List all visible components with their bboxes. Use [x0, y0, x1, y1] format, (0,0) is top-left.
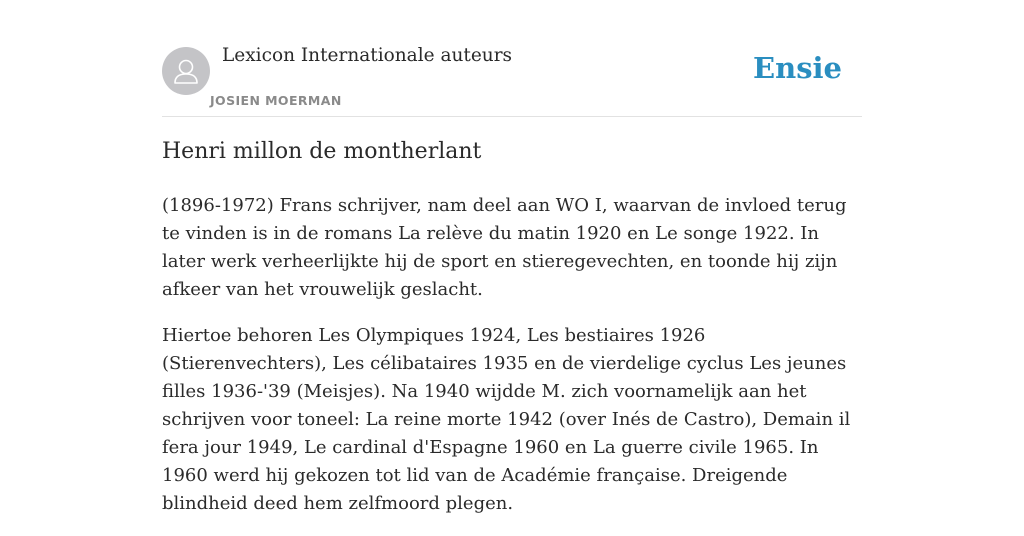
paragraph: (1896-1972) Frans schrijver, nam deel aan WO I, waarvan de invloed terug te vinden is in de romans La relève du matin 1920 en Le songe 1922. In later werk verheerlijkte hij de sport en stieregevechten, en toonde hij zijn afkeer van het vrouwelijk geslacht.: [162, 195, 847, 300]
article-body: [162, 192, 862, 536]
brand-logo[interactable]: Ensie: [753, 51, 842, 85]
page-title: Henri millon de montherlant: [162, 139, 482, 164]
user-icon: [162, 47, 210, 95]
author-name[interactable]: JOSIEN MOERMAN: [210, 93, 342, 108]
header: [162, 0, 862, 117]
collection-title[interactable]: Lexicon Internationale auteurs: [222, 45, 513, 66]
avatar[interactable]: [162, 47, 210, 95]
page: [162, 0, 862, 512]
paragraph: Hiertoe behoren Les Olympiques 1924, Les bestiaires 1926 (Stierenvechters), Les célibataires 1935 en de vierdelige cyclus Les jeunes filles 1936-'39 (Meisjes). Na 1940 wijdde M. zich voornamelijk aan het schrijven voor toneel: La reine morte 1942 (over Inés de Castro), Demain il fera jour 1949, Le cardinal d'Espagne 1960 en La guerre civile 1965. In 1960 werd hij gekozen tot lid van de Académie française. Dreigende blindheid deed hem zelfmoord plegen.: [162, 325, 851, 514]
